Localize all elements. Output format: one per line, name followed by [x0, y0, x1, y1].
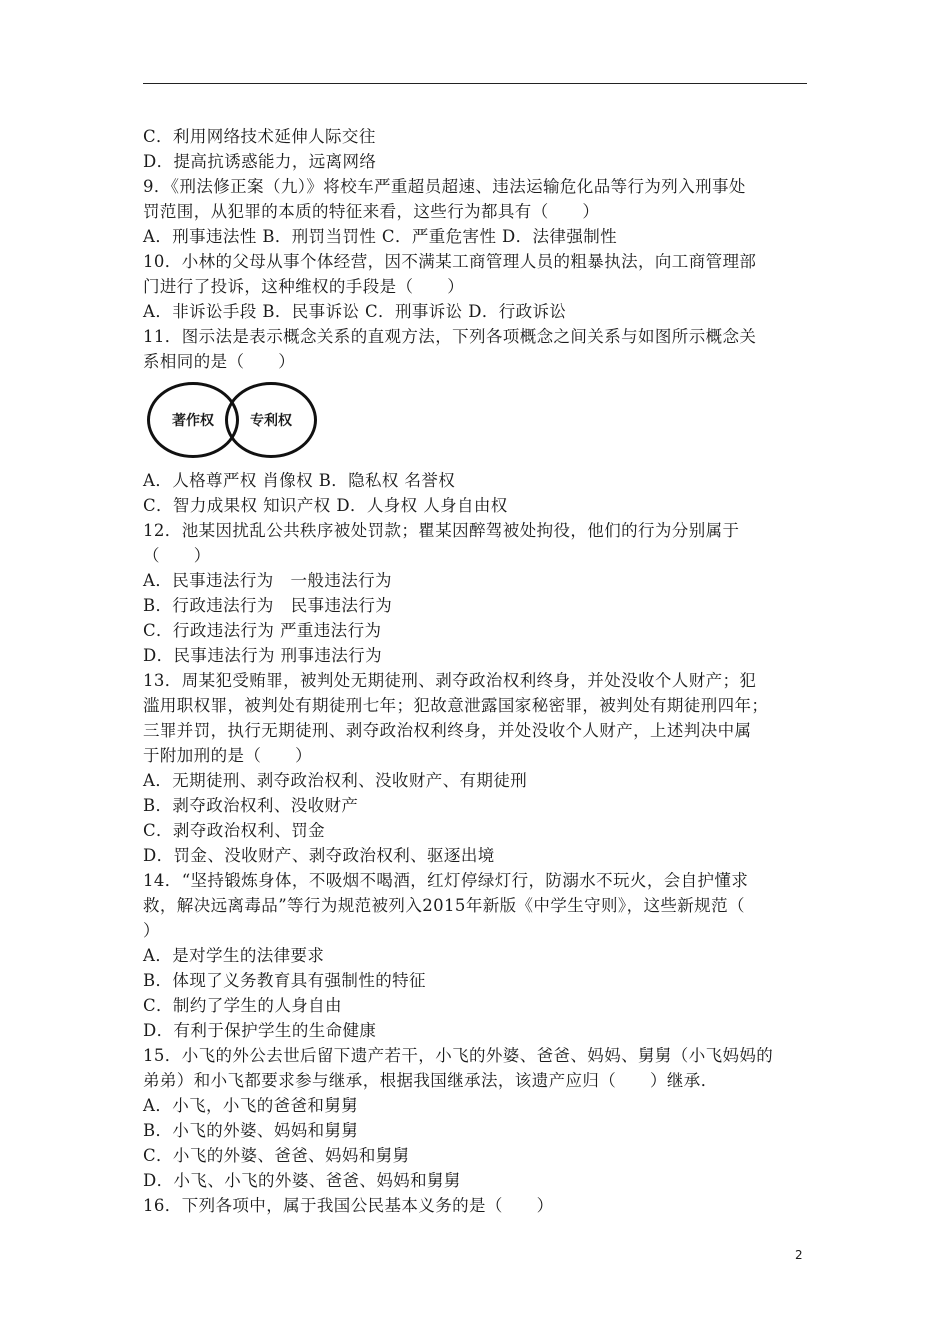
- text-line: D．小飞、小飞的外婆、爸爸、妈妈和舅舅: [143, 1171, 461, 1190]
- text-line: A．民事违法行为 一般违法行为: [143, 571, 392, 590]
- page-number: 2: [795, 1248, 803, 1262]
- text-line: D．有利于保护学生的生命健康: [143, 1021, 377, 1040]
- text-line: （ ）: [143, 546, 211, 565]
- text-line: ）: [143, 921, 160, 940]
- text-line: A．非诉讼手段 B．民事诉讼 C．刑事诉讼 D．行政诉讼: [143, 302, 567, 321]
- text-line: C．制约了学生的人身自由: [143, 996, 342, 1015]
- text-line: B．剥夺政治权利、没收财产: [143, 796, 359, 815]
- text-line: 9．《刑法修正案（九）》将校车严重超员超速、违法运输危化品等行为列入刑事处: [143, 177, 746, 196]
- text-line: 救，解决远离毒品”等行为规范被列入2015年新版《中学生守则》，这些新规范（: [143, 896, 745, 915]
- text-line: 14．“坚持锻炼身体，不吸烟不喝酒，红灯停绿灯行，防溺水不玩火，会自护懂求: [143, 871, 749, 890]
- text-line: A．小飞，小飞的爸爸和舅舅: [143, 1096, 359, 1115]
- text-line: 16．下列各项中，属于我国公民基本义务的是（ ）: [143, 1196, 554, 1215]
- text-line: B．小飞的外婆、妈妈和舅舅: [143, 1121, 359, 1140]
- header-rule: [143, 83, 807, 84]
- patent-circle: [225, 382, 317, 458]
- text-line: C．小飞的外婆、爸爸、妈妈和舅舅: [143, 1146, 410, 1165]
- document-body: [143, 124, 809, 1218]
- text-line: 滥用职权罪，被判处有期徒刑七年；犯故意泄露国家秘密罪，被判处有期徒刑四年；: [143, 696, 769, 715]
- text-line: 系相同的是（ ）: [143, 352, 296, 371]
- text-line: 15．小飞的外公去世后留下遗产若干，小飞的外婆、爸爸、妈妈、舅舅（小飞妈妈的: [143, 1046, 774, 1065]
- text-line: 11．图示法是表示概念关系的直观方法，下列各项概念之间关系与如图所示概念关: [143, 327, 757, 346]
- text-line: 门进行了投诉，这种维权的手段是（ ）: [143, 277, 465, 296]
- text-line: D．罚金、没收财产、剥夺政治权利、驱逐出境: [143, 846, 495, 865]
- text-line: D．提高抗诱惑能力，远离网络: [143, 152, 377, 171]
- text-line: C．剥夺政治权利、罚金: [143, 821, 326, 840]
- venn-figure: [145, 378, 315, 460]
- text-line: A．刑事违法性 B．刑罚当罚性 C．严重危害性 D．法律强制性: [143, 227, 618, 246]
- copyright-label: 著作权: [172, 413, 214, 429]
- patent-label: 专利权: [250, 413, 292, 429]
- text-line: 弟弟）和小飞都要求参与继承，根据我国继承法，该遗产应归（ ）继承．: [143, 1071, 718, 1090]
- text-line: C．利用网络技术延伸人际交往: [143, 127, 376, 146]
- text-line: C．行政违法行为 严重违法行为: [143, 621, 382, 640]
- text-line: 罚范围，从犯罪的本质的特征来看，这些行为都具有（ ）: [143, 202, 600, 221]
- text-line: 于附加刑的是（ ）: [143, 746, 312, 765]
- text-block-after-figure: [143, 468, 809, 1218]
- text-line: B．体现了义务教育具有强制性的特征: [143, 971, 426, 990]
- text-line: A．是对学生的法律要求: [143, 946, 325, 965]
- text-line: A．无期徒刑、剥夺政治权利、没收财产、有期徒刑: [143, 771, 528, 790]
- text-line: 12．池某因扰乱公共秩序被处罚款；瞿某因醉驾被处拘役，他们的行为分别属于: [143, 521, 740, 540]
- text-line: B．行政违法行为 民事违法行为: [143, 596, 393, 615]
- text-line: 三罪并罚，执行无期徒刑、剥夺政治权利终身，并处没收个人财产，上述判决中属: [143, 721, 752, 740]
- text-line: A．人格尊严权 肖像权 B．隐私权 名誉权: [143, 471, 456, 490]
- text-block-before-figure: [143, 124, 809, 374]
- text-line: C．智力成果权 知识产权 D．人身权 人身自由权: [143, 496, 508, 515]
- text-line: D．民事违法行为 刑事违法行为: [143, 646, 382, 665]
- text-line: 10．小林的父母从事个体经营，因不满某工商管理人员的粗暴执法，向工商管理部: [143, 252, 757, 271]
- text-line: 13．周某犯受贿罪，被判处无期徒刑、剥夺政治权利终身，并处没收个人财产；犯: [143, 671, 757, 690]
